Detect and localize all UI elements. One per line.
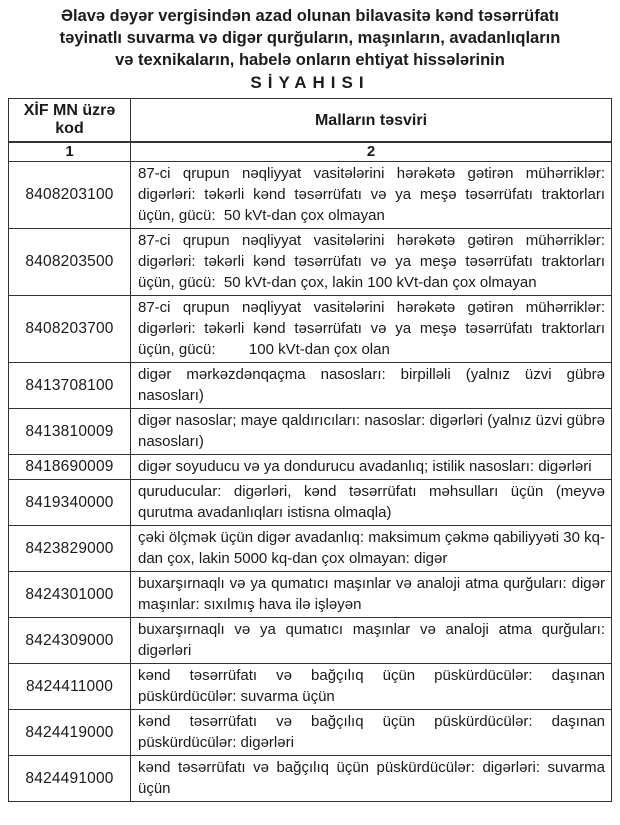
column-number-code: 1 [9,142,131,162]
table-row [9,664,612,710]
row-code: 8424309000 [9,618,131,664]
row-code: 8408203100 [9,162,131,229]
table-row [9,618,612,664]
row-description: 87-ci qrupun nəqliyyat vasitələrini hərəkətə gətirən mühərriklər: digərləri: təkərli kənd təsərrüfatı və ya meşə təsərrüfatı traktorları üçün, gücü: 50 kVt-dan çox, lakin 100 kVt-dan çox olmayan [131,229,612,296]
row-code: 8418690009 [9,455,131,480]
table-head [9,99,612,162]
row-code: 8408203500 [9,229,131,296]
column-header-code: XİF MN üzrə kod [9,99,131,143]
row-description: 87-ci qrupun nəqliyyat vasitələrini hərəkətə gətirən mühərriklər: digərləri: təkərli kənd təsərrüfatı və ya meşə təsərrüfatı traktorları üçün, gücü: 50 kVt-dan çox olmayan [131,162,612,229]
row-code: 8424491000 [9,756,131,802]
table-row [9,572,612,618]
column-header-description: Malların təsviri [131,99,612,143]
row-code: 8424419000 [9,710,131,756]
row-description: çəki ölçmək üçün digər avadanlıq: maksimum çəkmə qabiliyyəti 30 kq-dan çox, lakin 5000 kq-dan çox olmayan: digər [131,526,612,572]
table-row [9,455,612,480]
table-row [9,526,612,572]
row-description: buxarşırnaqlı və ya qumatıcı maşınlar və analoji atma qurğuları: digər maşınlar: sıxılmış hava ilə işləyən [131,572,612,618]
table-row [9,409,612,455]
row-description: kənd təsərrüfatı və bağçılıq üçün püskürdücülər: daşınan püskürdücülər: digərləri [131,710,612,756]
row-code: 8413708100 [9,363,131,409]
goods-table [8,98,612,802]
row-description: digər mərkəzdənqaçma nasosları: birpilləli (yalnız üzvi gübrə nasosları) [131,363,612,409]
title-line-2: təyinatlı suvarma və digər qurğuların, maşınların, avadanlıqların [59,29,561,47]
table-row [9,229,612,296]
row-code: 8423829000 [9,526,131,572]
row-description: kənd təsərrüfatı və bağçılıq üçün püskürdücülər: digərləri: suvarma üçün [131,756,612,802]
table-body [9,162,612,802]
row-code: 8408203700 [9,296,131,363]
row-code: 8424411000 [9,664,131,710]
title-line-3: və texnikaların, habelə onların ehtiyat hissələrinin [115,51,505,69]
table-row [9,710,612,756]
column-number-description: 2 [131,142,612,162]
column-number-row [9,142,612,162]
title-line-1: Əlavə dəyər vergisindən azad olunan bilavasitə kənd təsərrüfatı [61,7,559,25]
row-description: digər nasoslar; maye qaldırıcıları: nasoslar: digərləri (yalnız üzvi gübrə nasosları) [131,409,612,455]
row-description: kənd təsərrüfatı və bağçılıq üçün püskürdücülər: daşınan püskürdücülər: suvarma üçün [131,664,612,710]
table-row [9,480,612,526]
row-description: buxarşırnaqlı və ya qumatıcı maşınlar və analoji atma qurğuları: digərləri [131,618,612,664]
table-row [9,162,612,229]
row-code: 8413810009 [9,409,131,455]
table-row [9,363,612,409]
document-title [0,5,620,71]
row-code: 8424301000 [9,572,131,618]
row-code: 8419340000 [9,480,131,526]
row-description: 87-ci qrupun nəqliyyat vasitələrini hərəkətə gətirən mühərriklər: digərləri: təkərli kənd təsərrüfatı və ya meşə təsərrüfatı traktorları üçün, gücü: 100 kVt-dan çox olan [131,296,612,363]
header-row [9,99,612,143]
row-description: quruducular: digərləri, kənd təsərrüfatı məhsulları üçün (meyvə qurutma avadanlıqları istisna olmaqla) [131,480,612,526]
document-heading: SİYAHISI [250,73,370,92]
table-row [9,756,612,802]
table-row [9,296,612,363]
row-description: digər soyuducu və ya dondurucu avadanlıq; istilik nasosları: digərləri [131,455,612,480]
